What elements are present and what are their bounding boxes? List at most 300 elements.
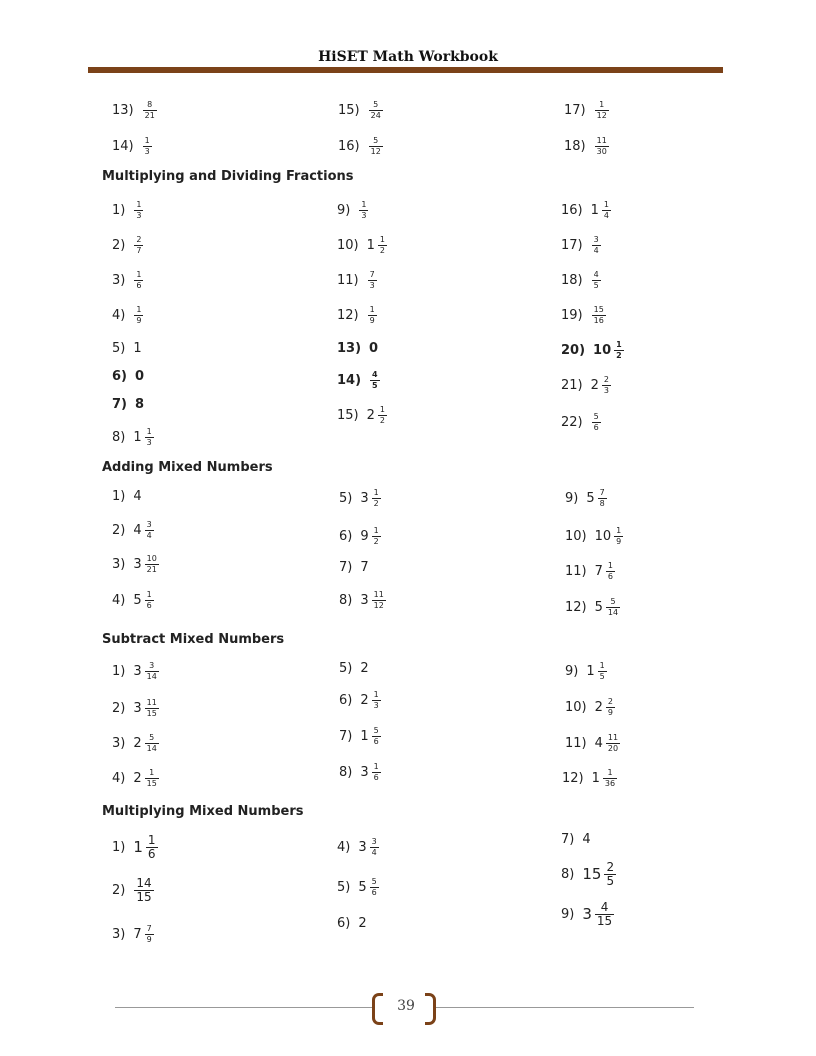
answer-fraction (368, 305, 377, 326)
answer-whole-number: 2 (360, 692, 369, 708)
answer-whole-number: 3 (360, 764, 369, 780)
answer-item (112, 554, 160, 574)
answer-fraction (146, 834, 158, 861)
fraction-numerator: 1 (149, 767, 155, 777)
answer-whole-number: 4 (133, 522, 142, 538)
answer-label: 22) (561, 414, 583, 430)
fraction-numerator: 3 (593, 234, 599, 244)
answer-label: 14) (337, 372, 362, 388)
answer-label: 2) (112, 882, 126, 898)
fraction-numerator: 1 (373, 761, 379, 771)
answer-label: 2) (112, 700, 126, 716)
fraction-numerator: 5 (371, 876, 377, 886)
answer-fraction (145, 661, 159, 682)
fraction-numerator: 1 (361, 199, 367, 209)
answer-label: 6) (339, 692, 353, 708)
fraction-denominator: 12 (370, 146, 381, 156)
answer-item (561, 340, 625, 360)
fraction-denominator: 9 (607, 707, 613, 717)
answer-whole-number: 2 (358, 915, 367, 931)
answer-whole-number: 3 (133, 700, 142, 716)
answer-item (565, 561, 616, 581)
answer-label: 3) (112, 556, 126, 572)
fraction-numerator: 15 (593, 304, 604, 314)
answer-label: 6) (337, 915, 351, 931)
fraction-denominator: 15 (136, 889, 152, 904)
answer-item (112, 698, 160, 718)
fraction-denominator: 9 (616, 536, 622, 546)
answer-label: 13) (337, 340, 362, 356)
answer-item (112, 924, 155, 944)
answer-fraction (145, 554, 159, 575)
answer-item (339, 488, 382, 508)
fraction-denominator: 15 (596, 913, 613, 928)
fraction-denominator: 14 (146, 671, 157, 681)
answer-item (562, 768, 618, 788)
answer-item (339, 557, 371, 577)
answer-whole-number: 3 (360, 592, 369, 608)
answer-whole-number: 3 (358, 839, 367, 855)
answer-fraction (143, 136, 152, 157)
answer-whole-number: 7 (360, 559, 369, 575)
answer-label: 5) (112, 340, 126, 356)
answer-fraction (592, 270, 601, 291)
answer-item (564, 100, 610, 120)
answer-label: 1) (112, 839, 126, 855)
answer-whole-number: 10 (593, 342, 612, 358)
answer-label: 21) (561, 377, 583, 393)
answer-label: 12) (337, 307, 359, 323)
answer-item (561, 200, 612, 220)
fraction-denominator: 36 (604, 778, 616, 788)
page-number: 39 (397, 998, 415, 1014)
answer-fraction (372, 690, 381, 711)
fraction-numerator: 1 (607, 560, 613, 570)
answer-item (339, 690, 382, 710)
answer-label: 10) (565, 699, 587, 715)
answer-item (561, 859, 617, 888)
answer-fraction (372, 762, 381, 783)
answer-fraction (134, 270, 143, 291)
fraction-denominator: 5 (372, 380, 378, 390)
answer-item (112, 305, 144, 325)
answer-label: 15) (337, 407, 359, 423)
fraction-denominator: 2 (373, 498, 379, 508)
fraction-denominator: 4 (593, 245, 599, 255)
section-title-subtract: Subtract Mixed Numbers (102, 632, 285, 647)
fraction-numerator: 1 (373, 689, 379, 699)
fraction-numerator: 3 (371, 836, 377, 846)
answer-item (565, 488, 608, 508)
answer-item (112, 733, 160, 753)
fraction-numerator: 1 (616, 339, 622, 349)
answer-label: 1) (112, 663, 126, 679)
answer-whole-number: 7 (133, 926, 142, 942)
answer-label: 1) (112, 202, 126, 218)
fraction-numerator: 1 (136, 199, 142, 209)
answer-whole-number: 3 (360, 490, 369, 506)
answer-item (561, 235, 602, 255)
fraction-numerator: 1 (136, 269, 142, 279)
answer-item (339, 590, 387, 610)
answer-fraction (145, 590, 154, 611)
answer-fraction (370, 877, 379, 898)
answer-fraction (370, 370, 380, 391)
answer-label: 2) (112, 522, 126, 538)
answer-item (337, 338, 380, 358)
answer-whole-number: 2 (590, 377, 599, 393)
fraction-numerator: 5 (149, 732, 155, 742)
answer-item (337, 305, 378, 325)
fraction-numerator: 7 (599, 487, 605, 497)
answer-label: 12) (565, 599, 587, 615)
answer-fraction (606, 561, 615, 582)
answer-fraction (604, 861, 616, 888)
answer-label: 10) (337, 237, 359, 253)
answer-label: 10) (565, 528, 587, 544)
answer-label: 4) (112, 592, 126, 608)
fraction-denominator: 9 (369, 315, 375, 325)
section-title-adding: Adding Mixed Numbers (102, 460, 273, 475)
fraction-numerator: 5 (373, 135, 379, 145)
answer-item (112, 768, 160, 788)
fraction-denominator: 3 (361, 210, 367, 220)
answer-whole-number: 4 (582, 831, 591, 847)
fraction-denominator: 20 (607, 743, 619, 753)
answer-whole-number: 1 (360, 728, 369, 744)
fraction-denominator: 2 (373, 536, 379, 546)
fraction-numerator: 1 (373, 525, 379, 535)
answer-fraction (134, 200, 143, 221)
answer-item (337, 877, 380, 897)
fraction-numerator: 5 (373, 99, 379, 109)
answer-whole-number: 3 (582, 905, 592, 923)
answer-label: 8) (339, 764, 353, 780)
answer-label: 18) (564, 138, 586, 154)
answer-label: 3) (112, 272, 126, 288)
answer-whole-number: 7 (594, 563, 603, 579)
answer-item (561, 899, 615, 928)
answer-label: 5) (339, 490, 353, 506)
answer-fraction (368, 270, 377, 291)
fraction-numerator: 1 (147, 832, 156, 847)
fraction-denominator: 8 (599, 498, 605, 508)
answer-fraction (598, 661, 607, 682)
fraction-numerator: 1 (144, 135, 150, 145)
fraction-denominator: 7 (136, 245, 142, 255)
answer-label: 17) (564, 102, 586, 118)
fraction-denominator: 3 (369, 280, 375, 290)
answer-label: 7) (339, 728, 353, 744)
footer-rule-right (436, 1007, 694, 1008)
answer-item (565, 597, 621, 617)
fraction-denominator: 6 (373, 772, 379, 782)
answer-label: 1) (112, 488, 126, 504)
footer-bracket-right (425, 993, 436, 1025)
fraction-denominator: 3 (603, 385, 609, 395)
fraction-denominator: 9 (136, 315, 142, 325)
answer-item (564, 136, 610, 156)
answer-fraction (603, 768, 617, 789)
answer-fraction (606, 597, 620, 618)
answer-whole-number: 1 (586, 663, 595, 679)
answer-fraction (372, 726, 381, 747)
answer-label: 6) (339, 528, 353, 544)
answer-item (112, 366, 146, 386)
answer-label: 3) (112, 926, 126, 942)
section-title-multiplying: Multiplying Mixed Numbers (102, 804, 304, 819)
answer-fraction (592, 412, 601, 433)
answer-whole-number: 3 (133, 663, 142, 679)
answer-fraction (614, 340, 624, 361)
fraction-denominator: 30 (596, 146, 607, 156)
fraction-numerator: 11 (596, 135, 607, 145)
fraction-denominator: 3 (144, 146, 150, 156)
fraction-denominator: 15 (146, 778, 157, 788)
answer-label: 8) (561, 866, 575, 882)
fraction-denominator: 24 (370, 110, 381, 120)
fraction-numerator: 1 (146, 426, 152, 436)
fraction-numerator: 1 (603, 199, 609, 209)
answer-label: 3) (112, 735, 126, 751)
answer-whole-number: 1 (590, 202, 599, 218)
fraction-denominator: 6 (373, 736, 379, 746)
answer-label: 7) (561, 831, 575, 847)
answer-fraction (145, 768, 159, 789)
answer-label: 15) (338, 102, 360, 118)
answer-item (561, 829, 593, 849)
answer-whole-number: 10 (594, 528, 612, 544)
answer-label: 13) (112, 102, 134, 118)
fraction-numerator: 11 (373, 589, 384, 599)
answer-label: 9) (561, 906, 575, 922)
answer-label: 11) (565, 735, 587, 751)
answer-fraction (359, 200, 368, 221)
answer-label: 11) (337, 272, 359, 288)
answer-item (337, 370, 381, 390)
fraction-denominator: 5 (593, 280, 599, 290)
answer-item (112, 832, 159, 861)
answer-label: 19) (561, 307, 583, 323)
fraction-numerator: 10 (146, 553, 157, 563)
fraction-denominator: 21 (146, 564, 157, 574)
answer-item (112, 235, 144, 255)
answer-whole-number: 2 (133, 770, 142, 786)
fraction-numerator: 5 (593, 411, 599, 421)
fraction-denominator: 12 (373, 600, 384, 610)
answer-whole-number: 2 (133, 735, 142, 751)
answer-fraction (592, 305, 606, 326)
answer-fraction (606, 697, 615, 718)
fraction-denominator: 21 (144, 110, 155, 120)
fraction-denominator: 12 (596, 110, 607, 120)
fraction-numerator: 1 (373, 487, 379, 497)
answer-fraction (134, 305, 143, 326)
answer-fraction (372, 526, 381, 547)
fraction-numerator: 2 (606, 859, 615, 874)
answer-fraction (143, 100, 157, 121)
answer-fraction (606, 733, 620, 754)
answer-item (339, 762, 382, 782)
answer-item (339, 726, 382, 746)
answer-label: 11) (565, 563, 587, 579)
answer-fraction (598, 488, 607, 509)
fraction-numerator: 3 (149, 660, 155, 670)
answer-label: 16) (338, 138, 360, 154)
answer-item (565, 661, 608, 681)
answer-fraction (372, 488, 381, 509)
answer-label: 2) (112, 237, 126, 253)
answer-label: 18) (561, 272, 583, 288)
answer-label: 20) (561, 342, 586, 358)
answer-whole-number: 9 (360, 528, 369, 544)
answer-item (338, 136, 384, 156)
fraction-denominator: 2 (379, 415, 385, 425)
answer-fraction (145, 520, 154, 541)
fraction-numerator: 14 (136, 875, 152, 890)
fraction-numerator: 1 (136, 304, 142, 314)
fraction-denominator: 3 (146, 437, 152, 447)
section-title-mult-div: Multiplying and Dividing Fractions (102, 169, 354, 184)
answer-fraction (378, 235, 387, 256)
answer-item (112, 394, 146, 414)
header-rule (88, 67, 723, 73)
answer-label: 5) (337, 879, 351, 895)
fraction-numerator: 1 (146, 589, 152, 599)
answer-label: 9) (565, 490, 579, 506)
answer-label: 4) (337, 839, 351, 855)
fraction-numerator: 1 (599, 99, 605, 109)
fraction-numerator: 2 (603, 374, 609, 384)
answer-fraction (595, 100, 609, 121)
answer-item (339, 658, 371, 678)
answer-label: 5) (339, 660, 353, 676)
answer-item (565, 733, 621, 753)
answer-fraction (592, 235, 601, 256)
fraction-numerator: 7 (369, 269, 375, 279)
fraction-numerator: 4 (593, 269, 599, 279)
fraction-numerator: 1 (607, 767, 613, 777)
answer-item (112, 200, 144, 220)
fraction-denominator: 6 (607, 571, 613, 581)
answer-whole-number: 5 (586, 490, 595, 506)
fraction-denominator: 6 (371, 887, 377, 897)
answer-whole-number: 0 (135, 368, 145, 384)
fraction-denominator: 4 (146, 530, 152, 540)
footer-rule-left (115, 1007, 372, 1008)
fraction-denominator: 3 (373, 700, 379, 710)
answer-item (112, 486, 144, 506)
answer-item (565, 697, 616, 717)
answer-item (338, 100, 384, 120)
answer-label: 14) (112, 138, 134, 154)
fraction-numerator: 7 (146, 923, 152, 933)
answer-item (112, 100, 158, 120)
answer-whole-number: 2 (366, 407, 375, 423)
answer-item (337, 200, 369, 220)
answer-item (561, 412, 602, 432)
answer-label: 8) (339, 592, 353, 608)
page-header-title: HiSET Math Workbook (318, 49, 498, 65)
answer-item (561, 305, 607, 325)
answer-label: 4) (112, 307, 126, 323)
answer-whole-number: 3 (133, 556, 142, 572)
fraction-denominator: 4 (371, 847, 377, 857)
fraction-denominator: 6 (147, 846, 156, 861)
answer-fraction (145, 733, 159, 754)
fraction-denominator: 6 (136, 280, 142, 290)
answer-fraction (372, 590, 386, 611)
answer-item (112, 270, 144, 290)
answer-label: 16) (561, 202, 583, 218)
footer-bracket-left (372, 993, 383, 1025)
fraction-numerator: 4 (600, 899, 609, 914)
answer-fraction (145, 427, 154, 448)
answer-fraction (595, 136, 609, 157)
answer-whole-number: 0 (369, 340, 379, 356)
answer-whole-number: 4 (133, 488, 142, 504)
answer-item (112, 661, 160, 681)
answer-item (112, 136, 153, 156)
answer-whole-number: 15 (582, 865, 602, 883)
answer-label: 7) (339, 559, 353, 575)
fraction-numerator: 1 (379, 234, 385, 244)
answer-label: 17) (561, 237, 583, 253)
fraction-numerator: 1 (599, 660, 605, 670)
answer-item (112, 875, 155, 904)
fraction-denominator: 16 (593, 315, 604, 325)
answer-whole-number: 1 (366, 237, 375, 253)
answer-item (561, 270, 602, 290)
answer-item (112, 520, 155, 540)
fraction-numerator: 4 (372, 369, 378, 379)
answer-fraction (145, 698, 159, 719)
fraction-numerator: 5 (373, 725, 379, 735)
answer-fraction (369, 136, 383, 157)
answer-fraction (614, 526, 623, 547)
answer-fraction (145, 924, 154, 945)
answer-whole-number: 5 (358, 879, 367, 895)
fraction-denominator: 14 (607, 607, 619, 617)
fraction-numerator: 1 (369, 304, 375, 314)
fraction-numerator: 2 (607, 696, 613, 706)
answer-label: 12) (562, 770, 584, 786)
answer-fraction (370, 837, 379, 858)
fraction-denominator: 2 (379, 245, 385, 255)
fraction-denominator: 15 (146, 708, 157, 718)
answer-fraction (378, 405, 387, 426)
answer-whole-number: 1 (591, 770, 600, 786)
answer-fraction (602, 200, 611, 221)
answer-fraction (134, 877, 153, 904)
answer-whole-number: 5 (594, 599, 603, 615)
answer-item (337, 235, 388, 255)
answer-whole-number: 1 (133, 340, 142, 356)
answer-item (337, 270, 378, 290)
answer-whole-number: 2 (360, 660, 369, 676)
answer-whole-number: 4 (594, 735, 603, 751)
fraction-numerator: 11 (607, 732, 619, 742)
fraction-denominator: 6 (593, 422, 599, 432)
answer-item (565, 526, 624, 546)
answer-fraction (595, 901, 614, 928)
fraction-denominator: 4 (603, 210, 609, 220)
fraction-denominator: 5 (599, 671, 605, 681)
fraction-denominator: 5 (606, 873, 615, 888)
fraction-numerator: 5 (610, 596, 616, 606)
answer-item (112, 427, 155, 447)
answer-whole-number: 1 (133, 838, 143, 856)
